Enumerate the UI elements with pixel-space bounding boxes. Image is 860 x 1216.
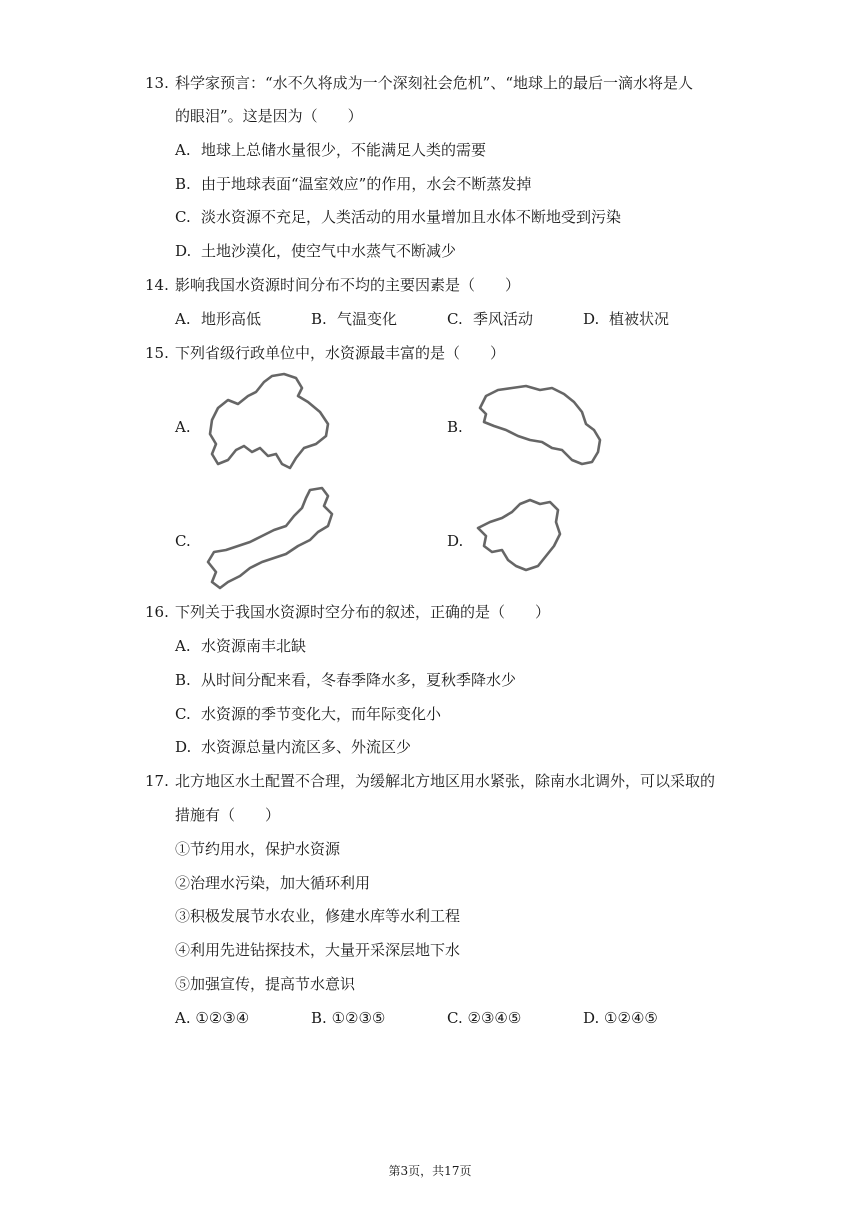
q13-option-d[interactable] bbox=[175, 241, 456, 261]
option-letter: D. bbox=[583, 1009, 600, 1027]
option-letter: A. bbox=[175, 141, 191, 159]
option-text: 水资源南丰北缺 bbox=[201, 637, 307, 655]
page-footer: 第3页，共17页 bbox=[388, 1164, 472, 1178]
option-letter: C. bbox=[447, 310, 463, 328]
option-text: ②③④⑤ bbox=[467, 1009, 522, 1027]
q16-option-b[interactable] bbox=[175, 670, 516, 690]
q15-stem: 下列省级行政单位中，水资源最丰富的是（ ） bbox=[175, 344, 506, 362]
q13-option-c[interactable] bbox=[175, 207, 621, 227]
q17-option-c[interactable] bbox=[447, 1008, 521, 1028]
q16-option-c[interactable] bbox=[175, 704, 441, 724]
province-outline-c-icon[interactable] bbox=[198, 484, 348, 594]
option-letter: D. bbox=[175, 242, 192, 260]
q17-statement-1: ①节约用水，保护水资源 bbox=[175, 840, 341, 858]
q17-option-a[interactable] bbox=[175, 1008, 249, 1028]
q13-option-b[interactable] bbox=[175, 174, 531, 194]
q13-stem-line2: 的眼泪”。这是因为（ ） bbox=[175, 107, 363, 125]
option-letter: B. bbox=[175, 671, 191, 689]
option-letter: D. bbox=[583, 310, 600, 328]
q16-stem: 下列关于我国水资源时空分布的叙述，正确的是（ ） bbox=[175, 603, 551, 621]
province-outline-d-icon[interactable] bbox=[470, 490, 570, 580]
q17-statement-3: ③积极发展节水农业，修建水库等水利工程 bbox=[175, 907, 461, 925]
option-letter: C. bbox=[175, 208, 191, 226]
option-text: 土地沙漠化，使空气中水蒸气不断减少 bbox=[201, 242, 457, 260]
q17-stem-line1: 北方地区水土配置不合理，为缓解北方地区用水紧张，除南水北调外，可以采取的 bbox=[175, 772, 716, 790]
q17-option-d[interactable] bbox=[583, 1008, 658, 1028]
option-text: 从时间分配来看，冬春季降水多，夏秋季降水少 bbox=[201, 671, 517, 689]
q17-stem-line2: 措施有（ ） bbox=[175, 806, 281, 824]
q15-option-a-label[interactable]: A. bbox=[175, 418, 191, 436]
option-letter: B. bbox=[311, 310, 327, 328]
option-letter: A. bbox=[175, 637, 191, 655]
q14-option-c[interactable] bbox=[447, 309, 533, 329]
province-outline-a-icon[interactable] bbox=[198, 368, 338, 476]
option-text: 地形高低 bbox=[201, 310, 262, 328]
q16-option-a[interactable] bbox=[175, 636, 306, 656]
q13-stem-line1: 科学家预言：“水不久将成为一个深刻社会危机”、“地球上的最后一滴水将是人 bbox=[175, 74, 694, 92]
q16-option-d[interactable] bbox=[175, 737, 411, 757]
q16-number: 16. bbox=[145, 603, 169, 621]
option-letter: A. bbox=[175, 1009, 191, 1027]
q14-number: 14. bbox=[145, 276, 169, 294]
option-text: ①②③④ bbox=[195, 1009, 250, 1027]
option-text: ①②③⑤ bbox=[331, 1009, 386, 1027]
q15-option-d-label[interactable]: D. bbox=[447, 532, 464, 550]
q15-option-b-label[interactable]: B. bbox=[447, 418, 463, 436]
q14-option-d[interactable] bbox=[583, 309, 669, 329]
q13-option-a[interactable] bbox=[175, 140, 486, 160]
q17-option-b[interactable] bbox=[311, 1008, 385, 1028]
option-text: 地球上总储水量很少，不能满足人类的需要 bbox=[201, 141, 487, 159]
option-letter: B. bbox=[175, 175, 191, 193]
q14-stem: 影响我国水资源时间分布不均的主要因素是（ ） bbox=[175, 276, 521, 294]
q15-number: 15. bbox=[145, 344, 169, 362]
q17-number: 17. bbox=[145, 772, 169, 790]
option-text: 水资源的季节变化大，而年际变化小 bbox=[201, 705, 442, 723]
option-letter: D. bbox=[175, 738, 192, 756]
province-outline-b-icon[interactable] bbox=[470, 378, 610, 474]
option-text: 由于地球表面“温室效应”的作用，水会不断蒸发掉 bbox=[201, 175, 532, 193]
q14-option-a[interactable] bbox=[175, 309, 261, 329]
option-text: 水资源总量内流区多、外流区少 bbox=[201, 738, 412, 756]
option-text: 植被状况 bbox=[609, 310, 670, 328]
q15-option-c-label[interactable]: C. bbox=[175, 532, 191, 550]
option-letter: A. bbox=[175, 310, 191, 328]
q13-number: 13. bbox=[145, 74, 169, 92]
q17-statement-2: ②治理水污染，加大循环利用 bbox=[175, 874, 371, 892]
option-letter: C. bbox=[175, 705, 191, 723]
q17-statement-5: ⑤加强宣传，提高节水意识 bbox=[175, 975, 356, 993]
q14-option-b[interactable] bbox=[311, 309, 397, 329]
option-text: 淡水资源不充足，人类活动的用水量增加且水体不断地受到污染 bbox=[201, 208, 622, 226]
option-text: 季风活动 bbox=[473, 310, 534, 328]
option-letter: B. bbox=[311, 1009, 327, 1027]
option-text: ①②④⑤ bbox=[604, 1009, 658, 1027]
option-letter: C. bbox=[447, 1009, 463, 1027]
q17-statement-4: ④利用先进钻探技术，大量开采深层地下水 bbox=[175, 941, 461, 959]
option-text: 气温变化 bbox=[337, 310, 398, 328]
